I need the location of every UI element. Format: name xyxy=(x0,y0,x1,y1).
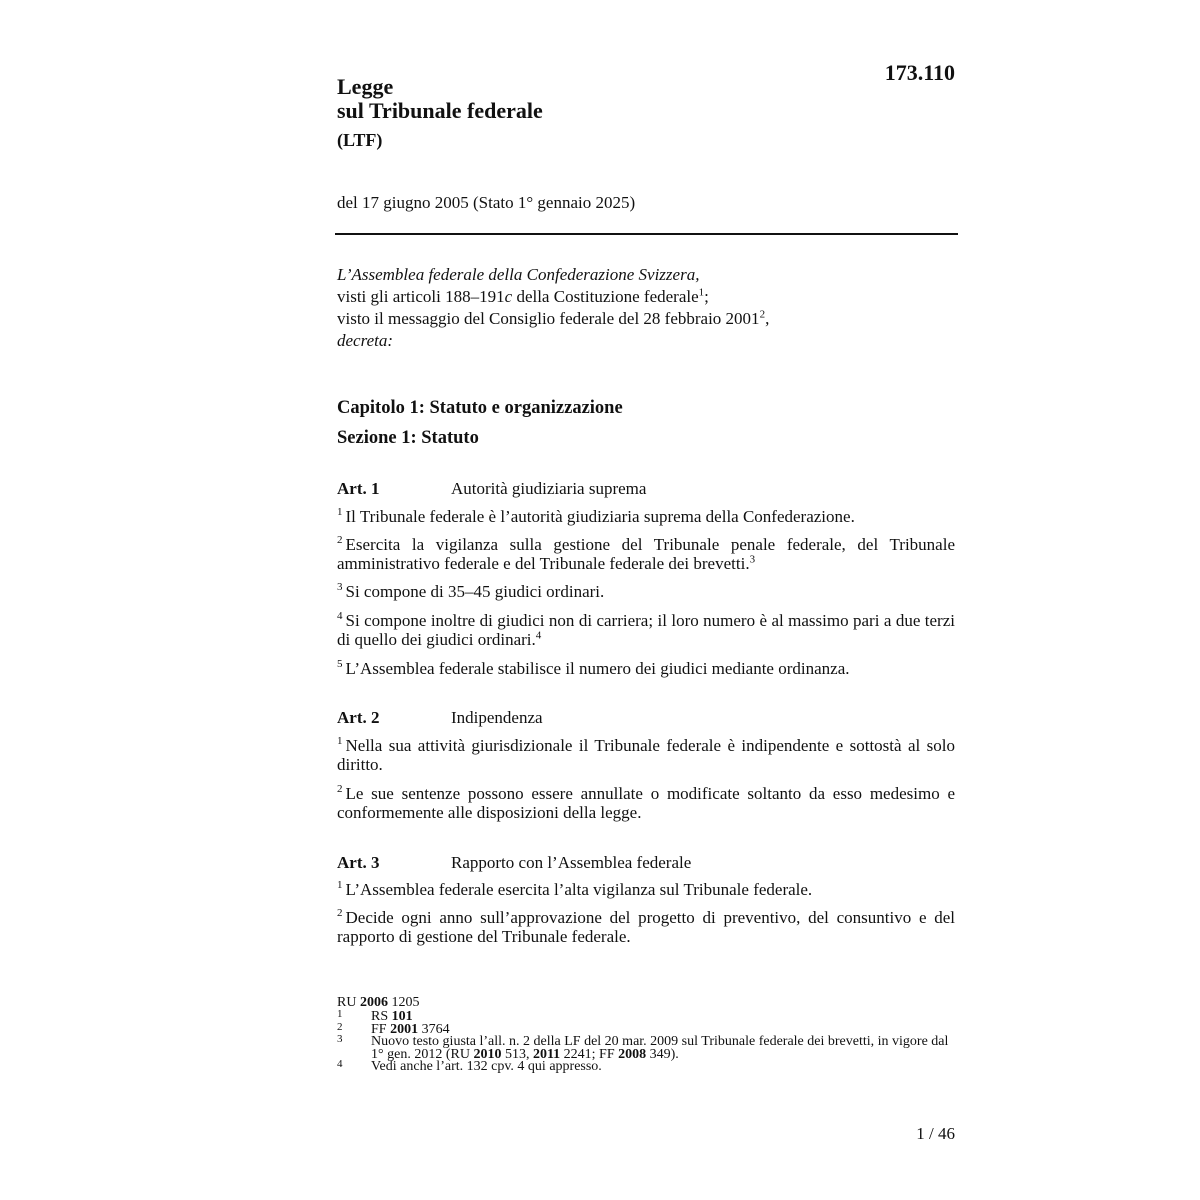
footnote-part: FF xyxy=(371,1021,391,1037)
footnote-text xyxy=(371,1061,961,1074)
paragraph-text: L’Assemblea federale esercita l’alta vigilanza sul Tribunale federale. xyxy=(345,880,813,899)
paragraph-text: Il Tribunale federale è l’autorità giudiziaria suprema della Confederazione. xyxy=(345,507,855,526)
chapter-heading: Capitolo 1: Statuto e organizzazione xyxy=(337,398,623,418)
paragraph-text: Nella sua attività giurisdizionale il Tribunale federale è indipendente e sottostà al solo diritto. xyxy=(337,736,955,774)
footnote-number: 1 xyxy=(337,1008,343,1020)
footnote-part: RS xyxy=(371,1009,392,1024)
paragraph-number: 5 xyxy=(337,658,343,671)
title-abbreviation: (LTF) xyxy=(337,130,383,150)
article-number: Art. 3 xyxy=(337,853,380,872)
preamble-text: visto il messaggio del Consiglio federale del 28 febbraio 2001 xyxy=(337,309,760,328)
footnote-number: 2 xyxy=(337,1020,343,1033)
article-1-paragraph-5 xyxy=(337,659,955,678)
article-3-heading xyxy=(337,853,957,873)
footnote-bold: 2001 xyxy=(390,1021,419,1037)
article-number: Art. 2 xyxy=(337,708,380,727)
footnote-number: 4 xyxy=(337,1058,343,1070)
official-compilation-ref xyxy=(337,995,961,1011)
article-1-paragraph-3 xyxy=(337,582,955,601)
article-1-heading xyxy=(337,479,957,499)
footnote-text xyxy=(371,1011,961,1024)
title-divider xyxy=(335,233,958,235)
footnote-ref[interactable]: 2 xyxy=(759,308,766,321)
article-2-heading xyxy=(337,708,957,728)
footnote-part: 2241; FF xyxy=(560,1046,619,1062)
footnote-bold: 101 xyxy=(391,1009,413,1024)
paragraph-number: 2 xyxy=(337,534,343,547)
preamble-text: della Costituzione federale xyxy=(512,287,699,306)
preamble xyxy=(337,264,769,352)
footnotes xyxy=(337,995,961,1074)
footnote-ref[interactable]: 4 xyxy=(535,629,542,642)
footnote-4 xyxy=(337,1058,961,1074)
law-title xyxy=(337,75,543,151)
article-1-paragraph-1 xyxy=(337,507,955,526)
ru-page: 1205 xyxy=(387,995,420,1010)
footnote-3 xyxy=(337,1033,961,1062)
footnote-part: Nuovo testo giusta l’all. n. 2 della LF del 20 mar. 2009 sul Tribunale federale dei brevetti, in vigore dal 1° gen. 2012 (RU xyxy=(371,1034,949,1062)
footnote-text xyxy=(371,1036,961,1061)
article-title: Rapporto con l’Assemblea federale xyxy=(451,853,692,872)
paragraph-number: 4 xyxy=(337,610,343,623)
paragraph-number: 1 xyxy=(337,506,343,519)
paragraph-text: Esercita la vigilanza sulla gestione del Tribunale penale federale, del Tribunale amministrativo federale e del Tribunale federale dei brevetti. xyxy=(337,535,955,573)
paragraph-number: 1 xyxy=(337,879,343,892)
preamble-intro: L’Assemblea federale della Confederazione Svizzera, xyxy=(337,265,700,284)
title-line-1: Legge xyxy=(337,74,394,99)
sr-number: 173.110 xyxy=(884,60,955,85)
preamble-line-2 xyxy=(337,308,769,330)
footnote-bold: 2011 xyxy=(532,1046,561,1062)
preamble-text: , xyxy=(765,309,770,328)
footnote-bold: 2008 xyxy=(618,1046,647,1062)
footnote-ref[interactable]: 3 xyxy=(749,553,756,566)
preamble-italic: c xyxy=(504,287,513,306)
article-3-paragraph-1 xyxy=(337,880,955,899)
footnote-part: Vedi anche l’art. 132 cpv. 4 qui appresso. xyxy=(371,1059,602,1074)
footnote-part: 3764 xyxy=(418,1021,450,1037)
article-1-paragraph-2 xyxy=(337,535,955,573)
article-1-paragraph-4 xyxy=(337,611,955,649)
ru-prefix: RU xyxy=(337,995,360,1010)
footnote-bold: 2010 xyxy=(473,1046,502,1062)
preamble-line-1 xyxy=(337,286,769,308)
title-line-2: sul Tribunale federale xyxy=(337,98,543,123)
paragraph-number: 3 xyxy=(337,581,343,594)
page-number: 1 / 46 xyxy=(916,1124,955,1143)
footnote-number: 3 xyxy=(337,1033,343,1045)
article-2-paragraph-1 xyxy=(337,736,955,774)
paragraph-number: 1 xyxy=(337,735,343,748)
section-heading: Sezione 1: Statuto xyxy=(337,428,479,448)
preamble-text: visti gli articoli 188–191 xyxy=(337,287,505,306)
paragraph-text: L’Assemblea federale stabilisce il numero dei giudici mediante ordinanza. xyxy=(345,659,850,678)
paragraph-number: 2 xyxy=(337,907,343,920)
ru-year: 2006 xyxy=(359,995,388,1010)
footnote-part: 513, xyxy=(501,1046,533,1062)
paragraph-text: Si compone di 35–45 giudici ordinari. xyxy=(345,582,605,601)
paragraph-number: 2 xyxy=(337,783,343,796)
preamble-text: ; xyxy=(704,287,709,306)
article-title: Indipendenza xyxy=(451,708,543,727)
article-2-paragraph-2 xyxy=(337,784,955,822)
paragraph-text: Le sue sentenze possono essere annullate o modificate soltanto da esso medesimo e conformemente alle disposizioni della legge. xyxy=(337,784,955,822)
footnote-part: 349). xyxy=(646,1046,679,1062)
article-3-paragraph-2 xyxy=(337,908,955,946)
article-number: Art. 1 xyxy=(337,479,380,498)
paragraph-text: Si compone inoltre di giudici non di carriera; il loro numero è al massimo pari a due terzi di quello dei giudici ordinari. xyxy=(337,611,955,649)
preamble-decree: decreta: xyxy=(337,331,394,350)
article-title: Autorità giudiziaria suprema xyxy=(451,479,647,498)
paragraph-text: Decide ogni anno sull’approvazione del progetto di preventivo, del consuntivo e del rapporto di gestione del Tribunale federale. xyxy=(337,908,955,946)
date-line: del 17 giugno 2005 (Stato 1° gennaio 2025) xyxy=(337,193,636,212)
footnote-ref[interactable]: 1 xyxy=(698,286,705,299)
